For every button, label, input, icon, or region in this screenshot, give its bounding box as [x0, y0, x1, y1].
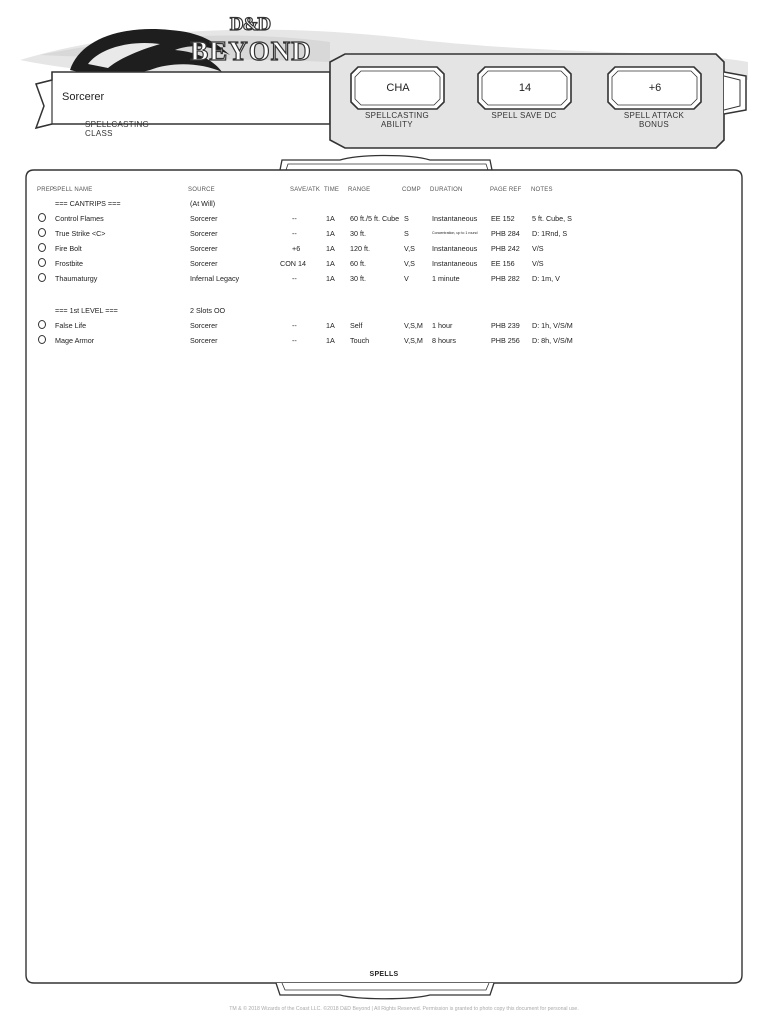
spell-page-ref: EE 156: [491, 259, 515, 268]
spell-range: Self: [350, 321, 363, 330]
prep-checkbox[interactable]: [38, 258, 46, 267]
logo-beyond: BEYOND: [190, 36, 312, 66]
prep-checkbox[interactable]: [38, 320, 46, 329]
spell-comp: S: [404, 229, 409, 238]
spell-duration: Concentration, up to 1 round: [432, 231, 478, 235]
spell-save-atk: --: [292, 229, 297, 238]
spellcasting-ability-value[interactable]: CHA: [386, 82, 410, 94]
spell-comp: V: [404, 274, 409, 283]
spell-save-atk: --: [292, 321, 297, 330]
spell-time: 1A: [326, 229, 335, 238]
spell-duration: Instantaneous: [432, 214, 478, 223]
group-slots-1st-level: 2 Slots OO: [190, 306, 226, 315]
spell-range: 30 ft.: [350, 229, 366, 238]
col-header-page-ref: PAGE REF: [490, 187, 522, 193]
copyright-notice: TM & © 2018 Wizards of the Coast LLC. ©2018 D&D Beyond | All Rights Reserved. Permission is granted to photo copy this document for personal use.: [229, 1006, 579, 1012]
col-header-notes: NOTES: [531, 187, 553, 193]
spell-source: Sorcerer: [190, 259, 218, 268]
prep-checkbox[interactable]: [38, 243, 46, 252]
spellcasting-ability-label: SPELLCASTING ABILITY: [364, 111, 430, 129]
spell-save-atk: +6: [292, 244, 301, 253]
col-header-comp: COMP: [402, 187, 421, 193]
spell-duration: 1 hour: [432, 321, 453, 330]
spell-row[interactable]: [0, 244, 768, 258]
col-header-save-atk: SAVE/ATK: [290, 187, 321, 193]
col-header-duration: DURATION: [430, 187, 463, 193]
spell-notes: D: 8h, V/S/M: [532, 336, 573, 345]
col-header-name: SPELL NAME: [53, 187, 93, 193]
spell-page-ref: PHB 256: [491, 336, 520, 345]
spell-source: Sorcerer: [190, 214, 218, 223]
prep-checkbox[interactable]: [38, 228, 46, 237]
spell-name: Thaumaturgy: [55, 274, 98, 283]
spell-save-atk: CON 14: [280, 259, 306, 268]
prep-checkbox[interactable]: [38, 213, 46, 222]
spell-page-ref: PHB 242: [491, 244, 520, 253]
spell-attack-bonus-value[interactable]: +6: [648, 82, 662, 94]
spell-source: Infernal Legacy: [190, 274, 240, 283]
spell-name: False Life: [55, 321, 87, 330]
spell-time: 1A: [326, 274, 335, 283]
spell-time: 1A: [326, 321, 335, 330]
spell-range: 30 ft.: [350, 274, 366, 283]
spell-name: Control Flames: [55, 214, 104, 223]
spell-notes: V/S: [532, 259, 544, 268]
spell-source: Sorcerer: [190, 229, 218, 238]
spell-time: 1A: [326, 336, 335, 345]
spell-range: 60 ft.: [350, 259, 366, 268]
spell-notes: D: 1h, V/S/M: [532, 321, 573, 330]
spell-duration: 8 hours: [432, 336, 456, 345]
spell-save-dc-label: SPELL SAVE DC: [491, 111, 557, 120]
spell-source: Sorcerer: [190, 321, 218, 330]
spell-row[interactable]: [0, 214, 768, 228]
spell-comp: V,S: [404, 259, 415, 268]
spell-notes: V/S: [532, 244, 544, 253]
spell-page-ref: PHB 239: [491, 321, 520, 330]
logo-dnd: D&D: [229, 14, 271, 35]
spell-comp: V,S,M: [404, 321, 423, 330]
spell-comp: V,S,M: [404, 336, 423, 345]
spell-page-ref: PHB 282: [491, 274, 520, 283]
prep-checkbox[interactable]: [38, 273, 46, 282]
spell-name: Mage Armor: [55, 336, 95, 345]
group-slots-cantrips: (At Will): [190, 199, 216, 208]
spell-page-ref: PHB 284: [491, 229, 520, 238]
spell-source: Sorcerer: [190, 336, 218, 345]
spell-page-ref: EE 152: [491, 214, 515, 223]
page-footer-title: SPELLS: [369, 971, 399, 978]
spell-row[interactable]: [0, 274, 768, 288]
spell-save-dc-value[interactable]: 14: [518, 82, 532, 94]
spell-duration: Instantaneous: [432, 259, 478, 268]
prep-checkbox[interactable]: [38, 335, 46, 344]
col-header-prep: PREP: [37, 187, 55, 193]
spell-source: Sorcerer: [190, 244, 218, 253]
spell-notes: D: 1m, V: [532, 274, 560, 283]
spell-name: Frostbite: [55, 259, 83, 268]
col-header-range: RANGE: [348, 187, 371, 193]
spell-row[interactable]: [0, 336, 768, 350]
spell-attack-bonus-label: SPELL ATTACK BONUS: [623, 111, 685, 129]
spellcasting-class-label: SPELLCASTING CLASS: [85, 120, 150, 138]
col-header-source: SOURCE: [188, 187, 215, 193]
spell-row[interactable]: [0, 229, 768, 243]
spell-range: 60 ft./5 ft. Cube: [350, 214, 400, 223]
spell-save-atk: --: [292, 214, 297, 223]
spell-comp: V,S: [404, 244, 415, 253]
spell-row[interactable]: [0, 259, 768, 273]
spell-time: 1A: [326, 259, 335, 268]
spell-notes: 5 ft. Cube, S: [532, 214, 572, 223]
spell-time: 1A: [326, 214, 335, 223]
spell-save-atk: --: [292, 274, 297, 283]
spell-time: 1A: [326, 244, 335, 253]
spell-duration: Instantaneous: [432, 244, 478, 253]
spell-save-atk: --: [292, 336, 297, 345]
spell-notes: D: 1Rnd, S: [532, 229, 568, 238]
spell-name: True Strike <C>: [55, 229, 106, 238]
col-header-time: TIME: [324, 187, 340, 193]
spell-comp: S: [404, 214, 409, 223]
spell-duration: 1 minute: [432, 274, 460, 283]
spellcasting-class-value[interactable]: Sorcerer: [62, 91, 105, 103]
group-title-cantrips: === CANTRIPS ===: [55, 199, 121, 208]
spell-range: 120 ft.: [350, 244, 370, 253]
group-title-1st-level: === 1st LEVEL ===: [55, 306, 118, 315]
spell-range: Touch: [350, 336, 370, 345]
spell-row[interactable]: [0, 321, 768, 335]
spell-name: Fire Bolt: [55, 244, 82, 253]
